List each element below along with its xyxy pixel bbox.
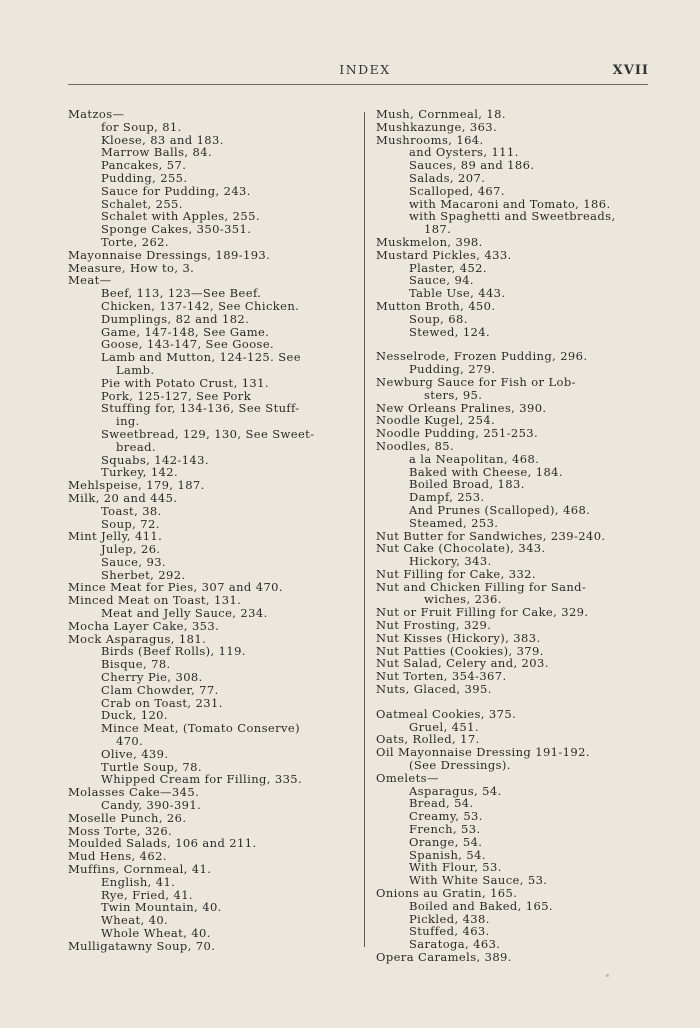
index-entry: Mock Asparagus, 181. (68, 631, 207, 646)
index-subentry: Turkey, 142. (101, 465, 179, 480)
index-entry: Muffins, Cornmeal, 41. (68, 862, 212, 877)
index-subentry: Marrow Balls, 84. (101, 145, 213, 160)
index-subentry: a la Neapolitan, 468. (409, 451, 540, 466)
index-subentry: with Spaghetti and Sweetbreads, (409, 209, 616, 224)
index-subentry: Kloese, 83 and 183. (101, 132, 224, 147)
page-number: XVII (612, 63, 649, 78)
index-entry: Nut Frosting, 329. (376, 618, 492, 633)
index-subentry: Baked with Cheese, 184. (409, 464, 563, 479)
index-entry: Mulligatawny Soup, 70. (68, 938, 216, 953)
index-subentry: Lamb. (116, 362, 155, 377)
index-entry: Nesselrode, Frozen Pudding, 296. (376, 349, 588, 364)
index-entry: Mince Meat for Pies, 307 and 470. (68, 580, 283, 595)
index-subentry: Chicken, 137-142, See Chicken. (101, 298, 300, 313)
index-entry: Mehlspeise, 179, 187. (68, 478, 205, 493)
index-column-left (68, 108, 358, 953)
index-subentry: Sauce for Pudding, 243. (101, 183, 251, 198)
index-subentry: Stewed, 124. (409, 324, 491, 339)
index-entry: Molasses Cake—345. (68, 785, 200, 800)
index-entry: Measure, How to, 3. (68, 260, 195, 275)
index-subentry: Whole Wheat, 40. (101, 926, 211, 940)
index-subentry: Torte, 262. (101, 234, 169, 249)
index-entry: Mush, Cornmeal, 18. (376, 107, 506, 121)
index-entry: Mushkazunge, 363. (376, 119, 498, 134)
index-subentry: Pork, 125-127, See Pork (101, 388, 252, 403)
index-entry: Nut Kisses (Hickory), 383. (376, 630, 541, 645)
index-entry: Meat— (68, 273, 112, 288)
index-entry: Oil Mayonnaise Dressing 191-192. (376, 745, 590, 760)
index-subentry: 470. (116, 734, 144, 749)
index-subentry: for Soup, 81. (101, 119, 182, 134)
index-subentry: Julep, 26. (101, 542, 161, 557)
index-subentry: with Macaroni and Tomato, 186. (409, 196, 611, 211)
index-subentry: ing. (116, 414, 140, 429)
index-subentry: Steamed, 253. (409, 515, 499, 530)
index-subentry: Rye, Fried, 41. (101, 887, 193, 902)
index-entry: Nut Patties (Cookies), 379. (376, 643, 544, 658)
index-subentry: bread. (116, 439, 156, 454)
index-subentry: Whipped Cream for Filling, 335. (101, 772, 303, 787)
index-entry: Mint Jelly, 411. (68, 529, 163, 544)
index-subentry: Crab on Toast, 231. (101, 695, 223, 710)
index-entry: Mushrooms, 164. (376, 132, 484, 147)
header-rule (68, 84, 648, 85)
index-entry: Opera Caramels, 389. (376, 950, 512, 964)
index-subentry: Lamb and Mutton, 124-125. See (101, 350, 301, 365)
index-subentry: Creamy, 53. (409, 809, 483, 824)
index-subentry: With Flour, 53. (409, 860, 502, 875)
index-entry: Nut Filling for Cake, 332. (376, 566, 536, 581)
index-subentry: (See Dressings). (409, 758, 511, 773)
index-subentry: Bread, 54. (409, 796, 474, 811)
index-subentry: Boiled and Baked, 165. (409, 898, 553, 913)
index-subentry: Saratoga, 463. (409, 937, 501, 952)
index-subentry: Meat and Jelly Sauce, 234. (101, 606, 268, 621)
index-subentry: Table Use, 443. (409, 286, 506, 301)
index-subentry: Sherbet, 292. (101, 567, 186, 582)
index-entry: Mud Hens, 462. (68, 849, 167, 864)
index-subentry: Stuffing for, 134-136, See Stuff- (101, 401, 300, 416)
index-subentry: and Oysters, 111. (409, 145, 519, 160)
index-entry: Nut Butter for Sandwiches, 239-240. (376, 528, 606, 543)
index-subentry: Clam Chowder, 77. (101, 682, 219, 697)
index-subentry: Asparagus, 54. (409, 783, 502, 798)
index-subentry: Pickled, 438. (409, 911, 490, 926)
index-subentry: Plaster, 452. (409, 260, 487, 275)
index-subentry: English, 41. (101, 874, 176, 889)
index-subentry: Stuffed, 463. (409, 924, 490, 939)
index-column-right (376, 108, 652, 964)
index-subentry: Wheat, 40. (101, 913, 169, 928)
index-subentry: Salads, 207. (409, 170, 486, 185)
index-entry: Nut Torten, 354-367. (376, 669, 507, 684)
index-entry: Oatmeal Cookies, 375. (376, 706, 517, 721)
index-entry: Nut Cake (Chocolate), 343. (376, 541, 546, 556)
index-entry: Matzos— (68, 107, 125, 121)
index-subentry: Squabs, 142-143. (101, 452, 209, 467)
index-subentry: Toast, 38. (101, 503, 162, 518)
index-subentry: Schalet, 255. (101, 196, 183, 211)
index-subentry: Dampf, 253. (409, 490, 485, 505)
index-subentry: Mince Meat, (Tomato Conserve) (101, 721, 301, 736)
index-subentry: Pancakes, 57. (101, 158, 187, 173)
index-subentry: And Prunes (Scalloped), 468. (409, 502, 591, 517)
index-entry: Moss Torte, 326. (68, 823, 173, 838)
index-subentry: Cherry Pie, 308. (101, 670, 203, 685)
index-subentry: Sponge Cakes, 350-351. (101, 222, 252, 237)
index-subentry: Pie with Potato Crust, 131. (101, 375, 269, 390)
index-subentry: Twin Mountain, 40. (101, 900, 222, 915)
index-entry: Mocha Layer Cake, 353. (68, 618, 220, 633)
index-subentry: wiches, 236. (424, 592, 502, 607)
index-subentry: Soup, 68. (409, 311, 468, 326)
index-subentry: sters, 95. (424, 387, 483, 402)
index-subentry: Candy, 390-391. (101, 798, 202, 813)
index-subentry: Game, 147-148, See Game. (101, 324, 270, 339)
index-subentry: Gruel, 451. (409, 719, 479, 734)
index-entry: Nut or Fruit Filling for Cake, 329. (376, 605, 589, 620)
column-divider (364, 112, 365, 947)
index-entry: Onions au Gratin, 165. (376, 886, 518, 901)
index-subentry: Hickory, 343. (409, 554, 492, 569)
index-subentry: Sauce, 93. (101, 554, 166, 569)
index-subentry: Scalloped, 467. (409, 183, 505, 198)
index-entry: Moselle Punch, 26. (68, 810, 187, 825)
index-subentry: Olive, 439. (101, 746, 169, 761)
index-subentry: Spanish, 54. (409, 847, 486, 862)
index-subentry: French, 53. (409, 822, 481, 837)
index-subentry: Dumplings, 82 and 182. (101, 311, 250, 326)
index-entry: Nuts, Glaced, 395. (376, 682, 492, 697)
index-subentry: Soup, 72. (101, 516, 160, 531)
index-subentry: Sauce, 94. (409, 273, 474, 288)
index-subentry: Bisque, 78. (101, 657, 171, 672)
index-entry: New Orleans Pralines, 390. (376, 400, 547, 415)
index-subentry: Beef, 113, 123—See Beef. (101, 286, 262, 301)
index-entry: Noodle Kugel, 254. (376, 413, 496, 428)
index-subentry: Pudding, 255. (101, 170, 188, 185)
index-subentry: Pudding, 279. (409, 362, 496, 377)
index-subentry: Duck, 120. (101, 708, 168, 723)
index-entry: Noodle Pudding, 251-253. (376, 426, 539, 441)
page-header-title: INDEX (339, 62, 391, 77)
index-subentry: Turtle Soup, 78. (101, 759, 202, 774)
index-subentry: Schalet with Apples, 255. (101, 209, 260, 224)
paper-spot (606, 974, 609, 977)
index-entry: Nut and Chicken Filling for Sand- (376, 579, 587, 594)
index-subentry: Sauces, 89 and 186. (409, 158, 535, 173)
index-entry: Omelets— (376, 770, 439, 785)
index-subentry: With White Sauce, 53. (409, 873, 548, 888)
index-entry: Minced Meat on Toast, 131. (68, 593, 242, 608)
index-entry: Moulded Salads, 106 and 211. (68, 836, 257, 851)
index-entry: Mayonnaise Dressings, 189-193. (68, 247, 271, 262)
index-subentry: Goose, 143-147, See Goose. (101, 337, 275, 352)
index-subentry: Orange, 54. (409, 834, 483, 849)
index-entry: Newburg Sauce for Fish or Lob- (376, 374, 576, 389)
index-subentry: 187. (424, 222, 452, 237)
index-entry: Noodles, 85. (376, 438, 455, 453)
index-entry: Milk, 20 and 445. (68, 490, 178, 505)
index-entry: Mutton Broth, 450. (376, 298, 496, 313)
index-entry: Mustard Pickles, 433. (376, 247, 512, 262)
index-entry: Muskmelon, 398. (376, 234, 483, 249)
index-entry: Nut Salad, Celery and, 203. (376, 656, 549, 671)
index-subentry: Sweetbread, 129, 130, See Sweet- (101, 426, 315, 441)
index-entry: Oats, Rolled, 17. (376, 732, 480, 747)
index-subentry: Birds (Beef Rolls), 119. (101, 644, 246, 659)
index-subentry: Boiled Broad, 183. (409, 477, 525, 492)
